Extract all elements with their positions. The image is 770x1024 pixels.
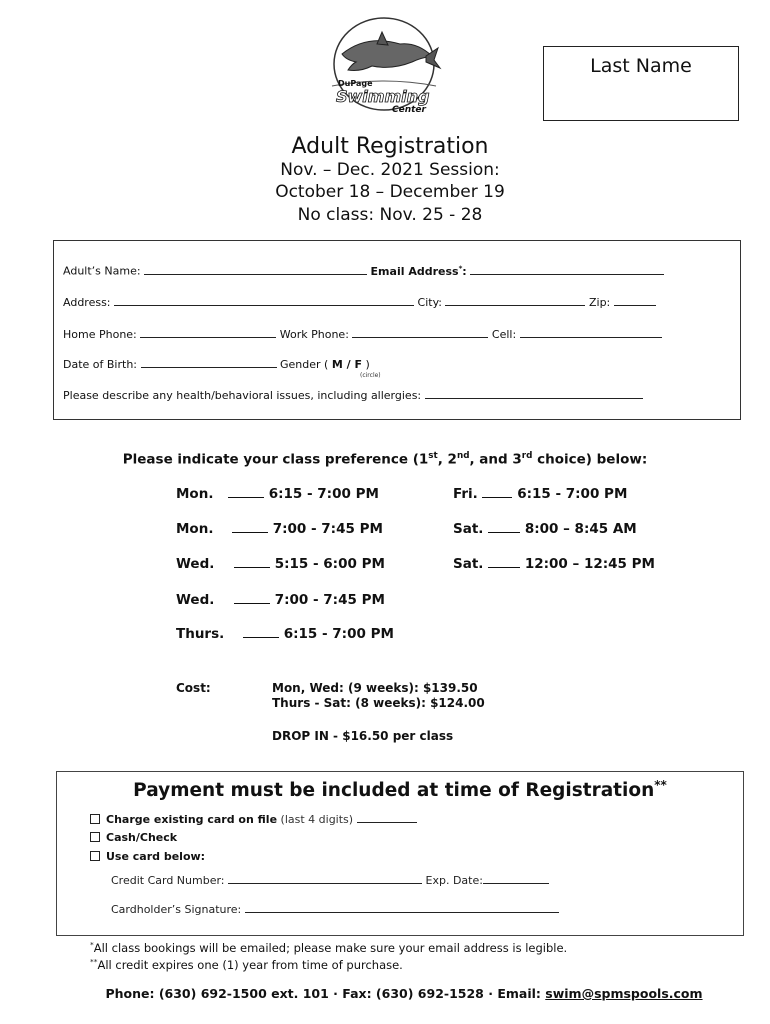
preference-blank[interactable]: [243, 625, 279, 638]
city-label: City:: [417, 296, 442, 309]
logo-main-text: Swimming: [336, 87, 430, 106]
class-option: Fri. 6:15 - 7:00 PM: [453, 486, 628, 502]
phone-row: [63, 327, 662, 341]
cost-line-2: Thurs - Sat: (8 weeks): $124.00: [272, 696, 485, 710]
logo-bottom-text: Center: [392, 105, 426, 115]
email-field[interactable]: [470, 264, 664, 275]
signature-label: Cardholder’s Signature:: [111, 903, 242, 916]
health-label: Please describe any health/behavioral issues, including allergies:: [63, 389, 422, 402]
signature-field[interactable]: [245, 902, 559, 913]
preference-blank[interactable]: [234, 591, 270, 604]
zip-field[interactable]: [614, 295, 656, 306]
credit-note: **All credit expires one (1) year from time of purchase.: [90, 957, 403, 972]
contact-footer: Phone: (630) 692-1500 ext. 101 · Fax: (630) 692-1528 · Email: swim@spmspools.com: [105, 986, 703, 1001]
class-option: Sat. 8:00 – 8:45 AM: [453, 521, 637, 537]
checkbox-icon[interactable]: [90, 814, 100, 824]
last-four-digits-field[interactable]: [357, 812, 417, 823]
payment-title: Payment must be included at time of Registration**: [133, 778, 667, 802]
preference-blank[interactable]: [482, 485, 512, 498]
exp-date-field[interactable]: [483, 873, 549, 884]
checkbox-icon[interactable]: [90, 851, 100, 861]
preference-blank[interactable]: [488, 555, 520, 568]
class-preference-title: Please indicate your class preference (1st, 2nd, and 3rd choice) below:: [122, 451, 648, 468]
cost-label: Cost:: [176, 681, 211, 695]
card-number-label: Credit Card Number:: [111, 874, 225, 887]
class-option: Wed. 7:00 - 7:45 PM: [176, 592, 385, 608]
work-phone-label: Work Phone:: [279, 328, 349, 341]
payment-option-use-card[interactable]: Use card below:: [90, 850, 205, 863]
cost-line-1: Mon, Wed: (9 weeks): $139.50: [272, 681, 478, 695]
preference-blank[interactable]: [232, 520, 268, 533]
adult-name-label: Adult’s Name:: [63, 264, 141, 278]
adult-name-field[interactable]: [144, 264, 367, 275]
email-label: Email Address*:: [370, 263, 467, 278]
last-name-label: Last Name: [590, 55, 692, 77]
dob-label: Date of Birth:: [63, 358, 138, 371]
class-option: Mon. 7:00 - 7:45 PM: [176, 521, 383, 537]
page-title: Adult Registration: [291, 134, 489, 159]
class-option: Mon. 6:15 - 7:00 PM: [176, 486, 379, 502]
gender-options[interactable]: M / F: [331, 358, 362, 371]
email-link[interactable]: swim@spmspools.com: [545, 986, 703, 1001]
drop-in-cost: DROP IN - $16.50 per class: [272, 729, 454, 743]
address-row: [63, 295, 656, 309]
health-field[interactable]: [425, 388, 643, 399]
personal-info-section: [53, 240, 741, 420]
gender-close: ): [365, 358, 370, 371]
payment-section: [56, 771, 744, 936]
class-option: Sat. 12:00 – 12:45 PM: [453, 556, 655, 572]
class-option: Wed. 5:15 - 6:00 PM: [176, 556, 385, 572]
address-label: Address:: [63, 296, 111, 309]
card-number-row: [111, 873, 549, 887]
signature-row: [111, 902, 559, 916]
cell-field[interactable]: [520, 327, 662, 338]
email-note: *All class bookings will be emailed; please make sure your email address is legible.: [90, 940, 568, 955]
swimming-center-logo: [322, 14, 442, 120]
gender-label: Gender (: [280, 358, 329, 371]
session-dates: October 18 – December 19: [275, 182, 505, 202]
dob-gender-row: [63, 357, 370, 371]
logo-top-text: DuPage: [338, 79, 373, 88]
address-field[interactable]: [114, 295, 414, 306]
session-label: Nov. – Dec. 2021 Session:: [280, 160, 500, 180]
preference-blank[interactable]: [488, 520, 520, 533]
card-number-field[interactable]: [228, 873, 422, 884]
home-phone-field[interactable]: [140, 327, 276, 338]
health-row: [63, 388, 643, 402]
zip-label: Zip:: [588, 296, 611, 309]
home-phone-label: Home Phone:: [63, 328, 137, 341]
preference-blank[interactable]: [228, 485, 264, 498]
payment-option-card-on-file[interactable]: Charge existing card on file (last 4 digits): [90, 812, 417, 826]
name-email-row: [63, 263, 664, 278]
preference-blank[interactable]: [234, 555, 270, 568]
cell-label: Cell:: [491, 328, 517, 341]
dob-field[interactable]: [141, 357, 277, 368]
exp-date-label: Exp. Date:: [425, 874, 483, 887]
class-option: Thurs. 6:15 - 7:00 PM: [176, 626, 394, 642]
checkbox-icon[interactable]: [90, 832, 100, 842]
circle-note: (circle): [360, 372, 381, 379]
no-class-dates: No class: Nov. 25 - 28: [297, 205, 483, 225]
work-phone-field[interactable]: [352, 327, 488, 338]
last-name-box[interactable]: [543, 46, 739, 121]
payment-option-cash-check[interactable]: Cash/Check: [90, 831, 177, 844]
city-field[interactable]: [445, 295, 585, 306]
